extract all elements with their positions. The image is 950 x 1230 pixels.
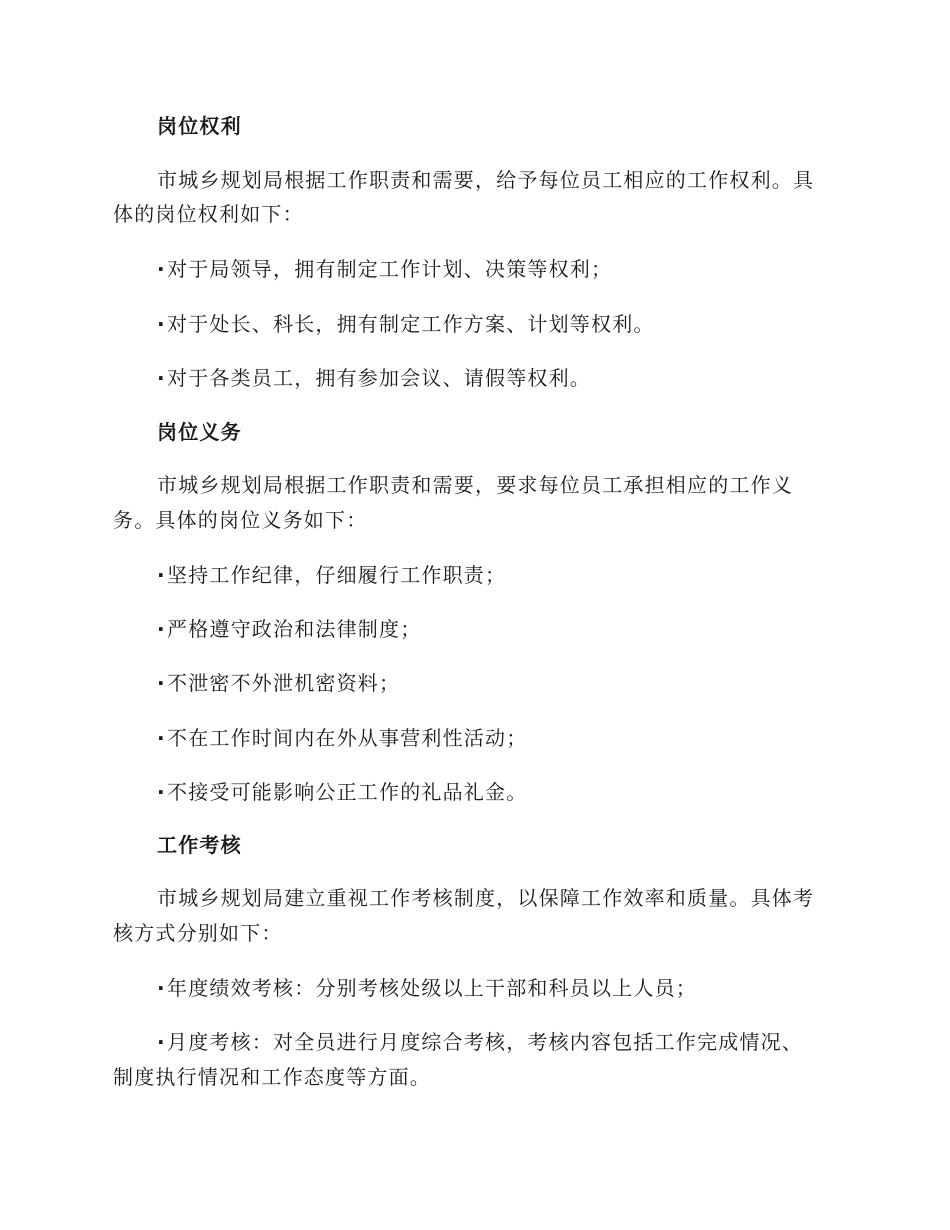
list-item: [157, 252, 877, 286]
list-item-text: 月度考核：对全员进行月度综合考核，考核内容包括工作完成情况、: [167, 1030, 803, 1054]
list-item: [157, 775, 877, 809]
paragraph-duties-line1: 市城乡规划局根据工作职责和需要，要求每位员工承担相应的工作义: [157, 473, 793, 497]
list-item-text: 不在工作时间内在外从事营利性活动；: [167, 726, 528, 750]
paragraph-rights-line2: 体的岗位权利如下：: [113, 202, 304, 226]
list-item: [157, 558, 877, 592]
list-item: [157, 361, 877, 395]
list-item-text: 不泄密不外泄机密资料；: [167, 671, 401, 695]
paragraph-rights-line1: 市城乡规划局根据工作职责和需要，给予每位员工相应的工作权利。具: [157, 168, 815, 192]
list-item-text: 不接受可能影响公正工作的礼品礼金。: [167, 780, 528, 804]
bullet-dot: ·: [157, 366, 166, 390]
list-item-text: 年度绩效考核：分别考核处级以上干部和科员以上人员；: [167, 976, 697, 1000]
section-heading-rights: 岗位权利: [157, 114, 242, 138]
bullet-dot: ·: [157, 1030, 166, 1054]
list-item-text: 对于各类员工，拥有参加会议、请假等权利。: [167, 366, 591, 390]
paragraph-duties-line2: 务。具体的岗位义务如下：: [113, 508, 368, 532]
bullet-dot: ·: [157, 617, 166, 641]
list-item: [157, 612, 877, 646]
bullet-dot: ·: [157, 257, 166, 281]
bullet-dot: ·: [157, 563, 166, 587]
paragraph-assessment-line2: 核方式分别如下：: [113, 921, 283, 945]
list-item: [157, 721, 877, 755]
section-heading-duties: 岗位义务: [157, 420, 242, 444]
section-heading-assessment: 工作考核: [157, 833, 242, 857]
list-item-text: 对于处长、科长，拥有制定工作方案、计划等权利。: [167, 312, 655, 336]
bullet-dot: ·: [157, 671, 166, 695]
bullet-dot: ·: [157, 726, 166, 750]
list-item-text: 严格遵守政治和法律制度；: [167, 617, 422, 641]
list-item: [157, 666, 877, 700]
bullet-dot: ·: [157, 312, 166, 336]
list-item: [157, 971, 877, 1005]
list-item-text: 对于局领导，拥有制定工作计划、决策等权利；: [167, 257, 613, 281]
list-item-continuation: 制度执行情况和工作态度等方面。: [113, 1065, 431, 1089]
paragraph-assessment-line1: 市城乡规划局建立重视工作考核制度，以保障工作效率和质量。具体考: [157, 886, 815, 910]
list-item: [157, 1025, 877, 1059]
list-item: [157, 307, 877, 341]
list-item-text: 坚持工作纪律，仔细履行工作职责；: [167, 563, 507, 587]
bullet-dot: ·: [157, 780, 166, 804]
bullet-dot: ·: [157, 976, 166, 1000]
